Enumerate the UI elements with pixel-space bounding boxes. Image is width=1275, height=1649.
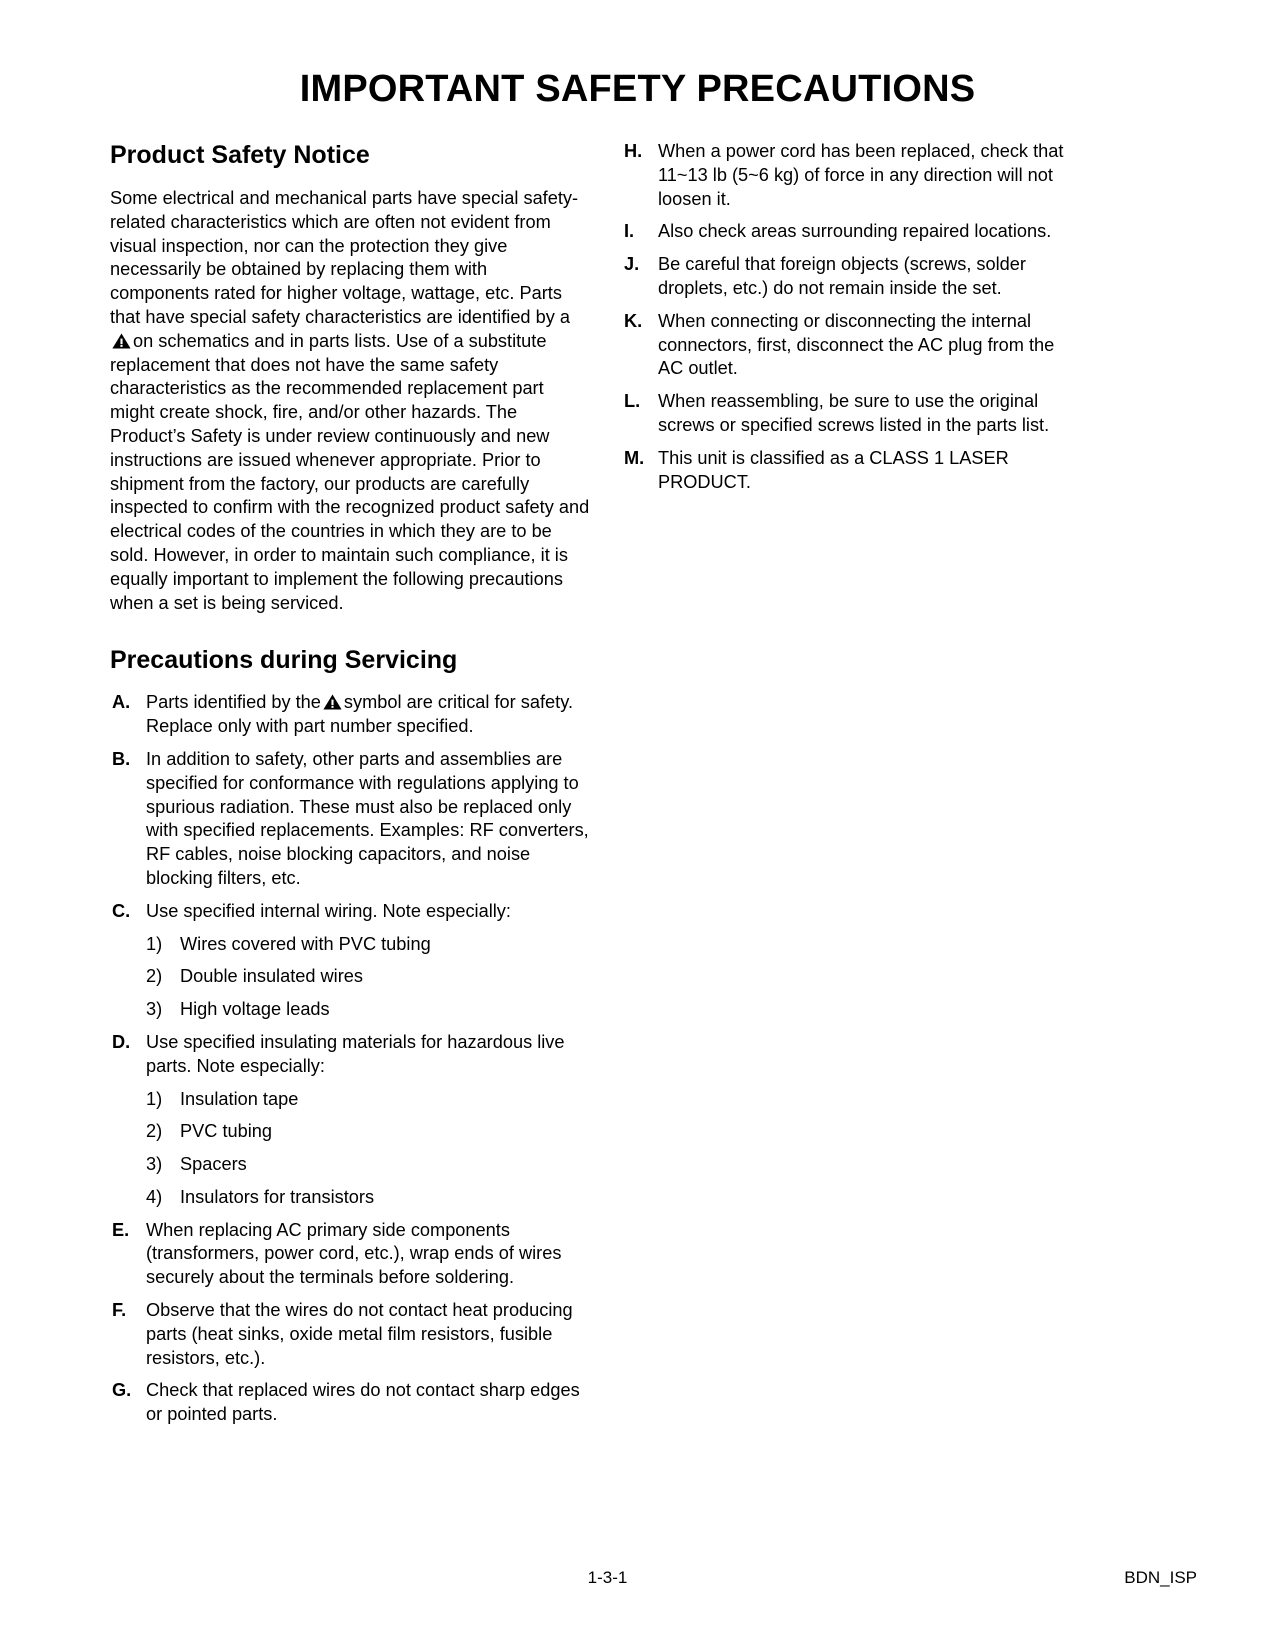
list-marker: A. bbox=[112, 692, 131, 713]
list-item-text: Use specified insulating materials for hazardous live parts. Note especially: bbox=[146, 1031, 565, 1076]
list-item bbox=[110, 1088, 590, 1112]
item-text-before-warning-symbol: Parts identified by the bbox=[146, 692, 321, 713]
list-marker: L. bbox=[624, 391, 641, 412]
list-item-text: Be careful that foreign objects (screws, solder droplets, etc.) do not remain inside the set. bbox=[658, 254, 1026, 298]
sublist-item-text: PVC tubing bbox=[180, 1121, 273, 1142]
list-item bbox=[110, 1120, 590, 1144]
list-item bbox=[110, 691, 590, 739]
section-heading-precautions-during-servicing: Precautions during Servicing bbox=[110, 646, 458, 675]
precautions-list-right bbox=[622, 140, 1072, 494]
sublist-item-text: Double insulated wires bbox=[180, 966, 363, 987]
item-text-after-warning-symbol: symbol are critical for safety. Replace only with part number specified. bbox=[146, 692, 573, 737]
list-item bbox=[110, 900, 590, 924]
list-marker: I. bbox=[624, 221, 635, 242]
sublist-marker: 2) bbox=[146, 1121, 163, 1142]
list-item bbox=[110, 965, 590, 989]
list-item bbox=[110, 1153, 590, 1177]
list-item bbox=[110, 1219, 590, 1290]
precautions-list-left bbox=[110, 691, 590, 1427]
page-footer bbox=[0, 1568, 1275, 1592]
list-marker: D. bbox=[112, 1031, 131, 1052]
paragraph-text-before-warning-symbol: Some electrical and mechanical parts have special safety-related characteristics which are often not evident from visual inspection, nor can the protection they give necessarily be obtained by replacing them with components rated for higher voltage, wattage, etc. Parts that have special safety characteristics are identified by a bbox=[110, 188, 579, 327]
list-item-text: When connecting or disconnecting the internal connectors, first, disconnect the AC plug from the AC outlet. bbox=[658, 310, 1055, 379]
list-item bbox=[622, 447, 1072, 495]
list-marker: J. bbox=[624, 254, 640, 275]
list-item bbox=[110, 1379, 590, 1427]
list-item bbox=[110, 748, 590, 891]
list-item-text: When a power cord has been replaced, check that 11~13 lb (5~6 kg) of force in any direction will not loosen it. bbox=[658, 141, 1064, 209]
list-marker: H. bbox=[624, 141, 643, 161]
sublist-c bbox=[110, 933, 590, 1022]
list-item-text: Also check areas surrounding repaired locations. bbox=[658, 221, 1052, 242]
list-item bbox=[622, 253, 1072, 301]
list-item bbox=[110, 1031, 590, 1079]
list-item bbox=[110, 1186, 590, 1210]
sublist-item-text: High voltage leads bbox=[180, 999, 330, 1020]
sublist-item-text: Wires covered with PVC tubing bbox=[180, 933, 431, 954]
footer-page-number: 1-3-1 bbox=[587, 1568, 628, 1587]
list-marker: E. bbox=[112, 1219, 130, 1240]
list-item bbox=[622, 310, 1072, 381]
section-heading-product-safety-notice: Product Safety Notice bbox=[110, 141, 370, 169]
list-item bbox=[110, 1299, 590, 1370]
list-item-text: When reassembling, be sure to use the original screws or specified screws listed in the parts list. bbox=[658, 391, 1050, 435]
right-column bbox=[622, 140, 1072, 503]
list-marker: K. bbox=[624, 310, 643, 331]
list-item-text: Check that replaced wires do not contact sharp edges or pointed parts. bbox=[146, 1380, 580, 1425]
footer-document-code: BDN_ISP bbox=[1124, 1568, 1197, 1587]
list-marker: G. bbox=[112, 1380, 132, 1401]
page-title: IMPORTANT SAFETY PRECAUTIONS bbox=[299, 68, 976, 110]
product-safety-notice-paragraph bbox=[110, 187, 590, 615]
sublist-marker: 1) bbox=[146, 933, 163, 954]
list-marker: M. bbox=[624, 447, 645, 468]
sublist-item-text: Insulators for transistors bbox=[180, 1186, 375, 1207]
sublist-item-text: Spacers bbox=[180, 1154, 247, 1175]
sublist-d bbox=[110, 1088, 590, 1210]
warning-triangle-icon bbox=[323, 694, 342, 710]
list-item bbox=[622, 390, 1072, 438]
list-item-text: This unit is classified as a CLASS 1 LASER PRODUCT. bbox=[658, 447, 1009, 492]
list-marker: F. bbox=[112, 1300, 127, 1321]
list-item bbox=[622, 220, 1072, 244]
sublist-marker: 2) bbox=[146, 966, 163, 987]
list-item-text: When replacing AC primary side components (transformers, power cord, etc.), wrap ends of wires securely about the terminals before soldering. bbox=[146, 1219, 562, 1288]
sublist-marker: 3) bbox=[146, 999, 163, 1020]
list-item bbox=[110, 998, 590, 1022]
list-item bbox=[110, 933, 590, 957]
list-marker: C. bbox=[112, 900, 131, 921]
sublist-marker: 3) bbox=[146, 1154, 163, 1175]
list-marker: B. bbox=[112, 748, 131, 769]
sublist-item-text: Insulation tape bbox=[180, 1088, 299, 1109]
list-item-content bbox=[146, 691, 590, 739]
list-item-text: Observe that the wires do not contact heat producing parts (heat sinks, oxide metal film resistors, fusible resistors, etc.). bbox=[146, 1300, 573, 1368]
paragraph-text-after-warning-symbol: on schematics and in parts lists. Use of a substitute replacement that does not have the same safety characteristics as the recommended replacement part might create shock, fire, and/or other hazards. The Product’s Safety is under review continuously and new instructions are issued whenever appropriate. Prior to shipment from the factory, our products are carefully inspected to confirm with the recognized product safety and electrical codes of the countries in which they are to be sold. However, in order to maintain such compliance, it is equally important to implement the following precautions when a set is being serviced. bbox=[110, 330, 590, 613]
left-column bbox=[110, 140, 590, 1436]
sublist-marker: 4) bbox=[146, 1186, 163, 1207]
list-item-text: Use specified internal wiring. Note especially: bbox=[146, 900, 511, 921]
list-item-text: In addition to safety, other parts and assemblies are specified for conformance with regulations applying to spurious radiation. These must also be replaced only with specified replacements. Examples: RF converters, RF cables, noise blocking capacitors, and noise blocking filters, etc. bbox=[146, 748, 589, 888]
warning-triangle-icon bbox=[112, 333, 131, 349]
list-item bbox=[622, 140, 1072, 211]
sublist-marker: 1) bbox=[146, 1088, 163, 1109]
